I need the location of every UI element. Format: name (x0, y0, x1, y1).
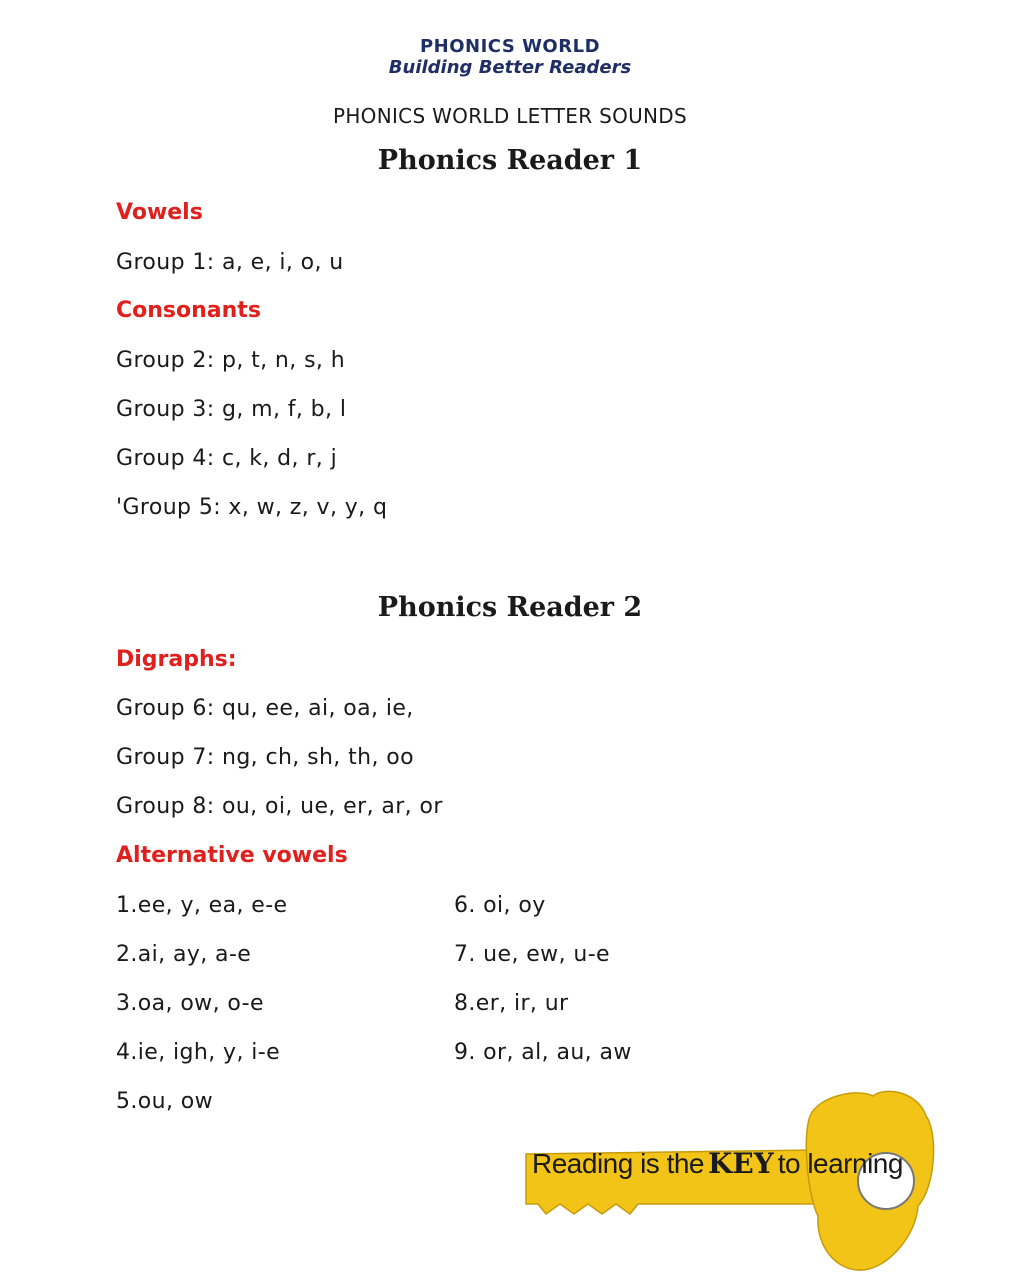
digraphs-heading: Digraphs: (116, 647, 237, 672)
group-1: Group 1: a, e, i, o, u (116, 250, 344, 275)
key-logo-text (532, 1147, 903, 1180)
document-title: PHONICS WORLD LETTER SOUNDS (332, 104, 688, 128)
consonants-heading: Consonants (116, 298, 261, 323)
group-5: 'Group 5: x, w, z, v, y, q (116, 495, 388, 520)
alt-vowel-2: 2.ai, ay, a-e (116, 942, 252, 967)
alt-vowel-1: 1.ee, y, ea, e-e (116, 893, 288, 918)
reader2-title: Phonics Reader 2 (377, 592, 643, 623)
alt-vowel-5: 5.ou, ow (116, 1089, 214, 1114)
alt-vowel-6: 6. oi, oy (454, 893, 546, 918)
group-7: Group 7: ng, ch, sh, th, oo (116, 745, 414, 770)
key-logo-text-part2: to learning (777, 1148, 903, 1179)
alt-vowel-9: 9. or, al, au, aw (454, 1040, 632, 1065)
vowels-heading: Vowels (116, 200, 203, 225)
reader1-title: Phonics Reader 1 (377, 145, 643, 176)
brand-name: PHONICS WORLD (419, 36, 601, 57)
group-3: Group 3: g, m, f, b, l (116, 397, 347, 422)
alt-vowel-8: 8.er, ir, ur (454, 991, 569, 1016)
key-logo-icon (518, 1086, 938, 1276)
group-2: Group 2: p, t, n, s, h (116, 348, 346, 373)
key-logo-text-key: KEY (708, 1147, 774, 1180)
alt-vowel-3: 3.oa, ow, o-e (116, 991, 264, 1016)
alternative-vowels-heading: Alternative vowels (116, 843, 348, 868)
alt-vowel-7: 7. ue, ew, u-e (454, 942, 610, 967)
group-8: Group 8: ou, oi, ue, er, ar, or (116, 794, 443, 819)
brand-tagline: Building Better Readers (388, 57, 632, 78)
key-logo-text-part1: Reading is the (532, 1148, 705, 1179)
group-4: Group 4: c, k, d, r, j (116, 446, 338, 471)
group-6: Group 6: qu, ee, ai, oa, ie, (116, 696, 414, 721)
alt-vowel-4: 4.ie, igh, y, i-e (116, 1040, 281, 1065)
